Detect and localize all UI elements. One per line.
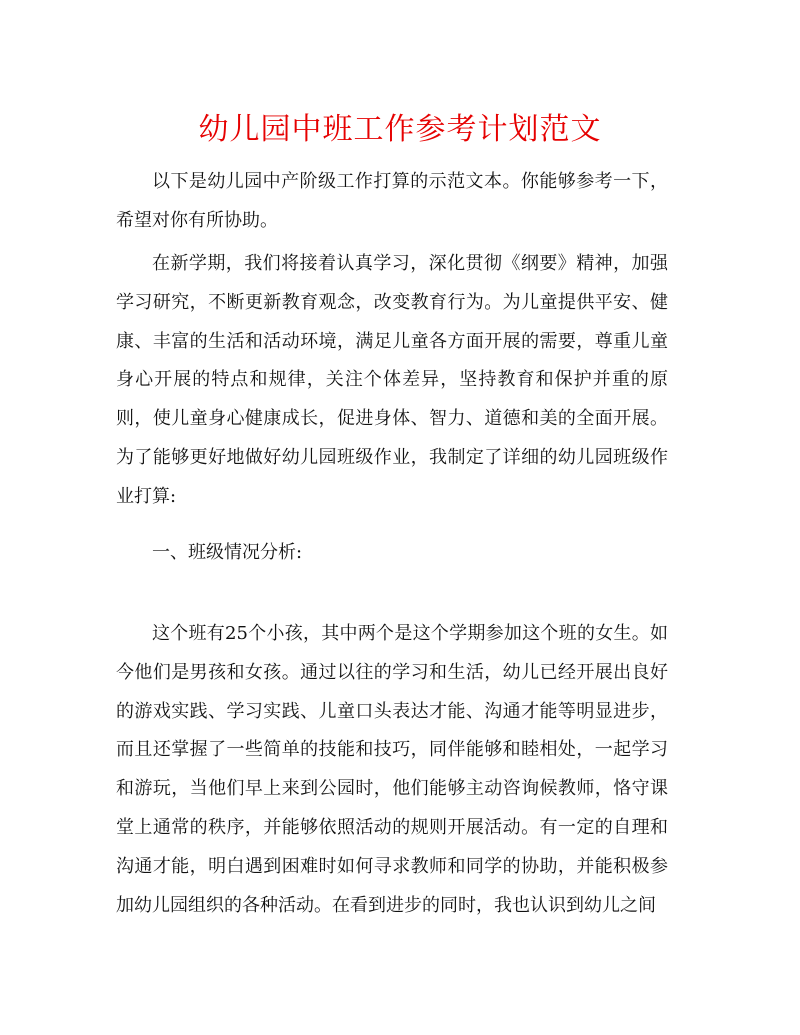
paragraph-semester-goals: 在新学期，我们将接着认真学习，深化贯彻《纲要》精神，加强学习研究，不断更新教育观念，改变教育行为。为儿童提供平安、健康、丰富的生活和活动环境，满足儿童各方面开展的需要，尊重儿童身心开展的特点和规律，关注个体差异，坚持教育和保护并重的原则，使儿童身心健康成长，促进身体、智力、道德和美的全面开展。为了能够更好地做好幼儿园班级作业，我制定了详细的幼儿园班级作业打算:: [116, 253, 668, 507]
document-title: 幼儿园中班工作参考计划范文: [198, 112, 602, 147]
paragraph-class-analysis: 这个班有25个小孩，其中两个是这个学期参加这个班的女生。如今他们是男孩和女孩。通过以往的学习和生活，幼儿已经开展出良好的游戏实践、学习实践、儿童口头表达才能、沟通才能等明显进步，而且还掌握了一些简单的技能和技巧，同伴能够和睦相处，一起学习和游玩，当他们早上来到公园时，他们能够主动咨询候教师，恪守课堂上通常的秩序，并能够依照活动的规则开展活动。有一定的自理和沟通才能，明白遇到困难时如何寻求教师和同学的协助，并能积极参加幼儿园组织的各种活动。在看到进步的同时，我也认识到幼儿之间: [116, 623, 668, 916]
paragraph-intro: 以下是幼儿园中产阶级工作打算的示范文本。你能够参考一下，希望对你有所协助。: [116, 171, 668, 231]
section-heading-class-analysis: 一、班级情况分析:: [152, 542, 303, 563]
